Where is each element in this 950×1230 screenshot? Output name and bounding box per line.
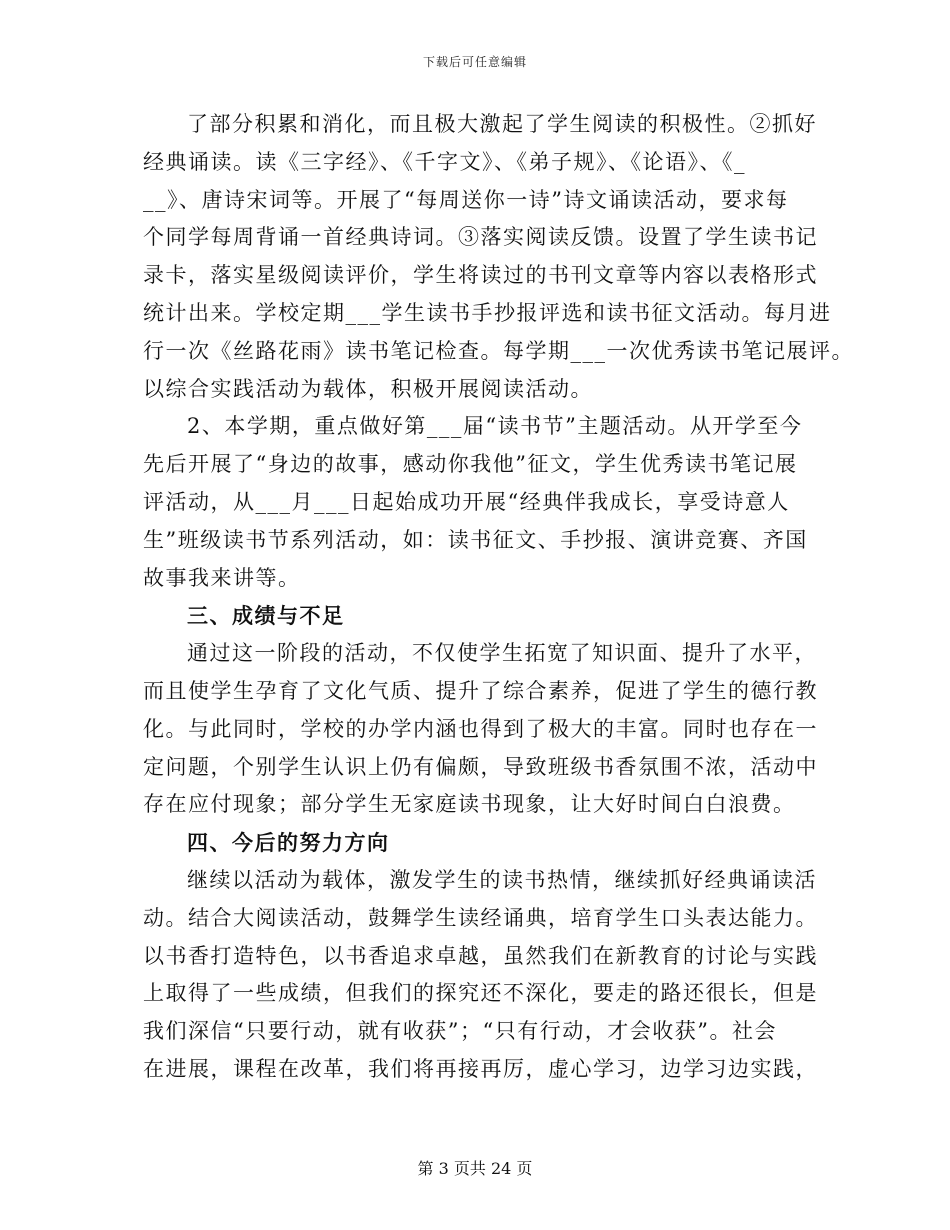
- text-line: 化。与此同时，学校的办学内涵也得到了极大的丰富。同时也存在一: [143, 716, 818, 741]
- text-line: 在进展，课程在改革，我们将再接再厉，虚心学习，边学习边实践，: [143, 1056, 818, 1081]
- text-line: 先后开展了“身边的故事，感动你我他”征文，学生优秀读书笔记展: [143, 452, 798, 477]
- text-line: 了部分积累和消化，而且极大激起了学生阅读的积极性。②抓好: [187, 112, 817, 136]
- text-line: 录卡，落实星级阅读评价，学生将读过的书刊文章等内容以表格形式: [143, 263, 818, 288]
- text-line: 评活动，从___月___日起始成功开展“经典伴我成长，享受诗意人: [143, 489, 790, 514]
- page-header: 下载后可任意编辑: [422, 55, 527, 69]
- text-line: 继续以活动为载体，激发学生的读书热情，继续抓好经典诵读活: [187, 867, 817, 892]
- text-line: 个同学每周背诵一首经典诗词。③落实阅读反馈。设置了学生读书记: [143, 225, 818, 250]
- text-line: 以综合实践活动为载体，积极开展阅读活动。: [143, 376, 593, 401]
- page-footer: 第 3 页共 24 页: [417, 1159, 533, 1178]
- text-line: 上取得了一些成绩，但我们的探究还不深化，要走的路还很长，但是: [143, 981, 818, 1006]
- text-line: 生”班级读书节系列活动，如：读书征文、手抄报、演讲竞赛、齐国: [143, 527, 808, 552]
- text-line: 故事我来讲等。: [143, 565, 301, 590]
- text-line: __》、唐诗宋词等。开展了“每周送你一诗”诗文诵读活动，要求每: [143, 187, 789, 212]
- text-line: 存在应付现象；部分学生无家庭读书现象，让大好时间白白浪费。: [143, 792, 796, 817]
- text-line: 而且使学生孕育了文化气质、提升了综合素养，促进了学生的德行教: [143, 678, 818, 703]
- text-line: 通过这一阶段的活动，不仅使学生拓宽了知识面、提升了水平，: [187, 641, 817, 666]
- text-line: 定问题，个别学生认识上仍有偏颇，导致班级书香氛围不浓，活动中: [143, 754, 818, 779]
- text-line: 经典诵读。读《三字经》、《千字文》、《弟子规》、《论语》、《_: [143, 149, 746, 174]
- section-heading: 三、成绩与不足: [187, 603, 345, 629]
- text-line: 我们深信“只要行动，就有收获”；“只有行动，才会收获”。社会: [143, 1019, 777, 1044]
- text-line: 以书香打造特色，以书香追求卓越，虽然我们在新教育的讨论与实践: [143, 943, 818, 968]
- text-line: 动。结合大阅读活动，鼓舞学生读经诵典，培育学生口头表达能力。: [143, 905, 818, 930]
- text-line: 统计出来。学校定期___学生读书手抄报评选和读书征文活动。每月进: [143, 300, 832, 325]
- text-line: 2、本学期，重点做好第___届“读书节”主题活动。从开学至今: [187, 414, 803, 439]
- document-body: [143, 106, 854, 1089]
- text-line: 行一次《丝路花雨》读书笔记检查。每学期___一次优秀读书笔记展评。: [143, 338, 854, 363]
- section-heading: 四、今后的努力方向: [187, 830, 390, 856]
